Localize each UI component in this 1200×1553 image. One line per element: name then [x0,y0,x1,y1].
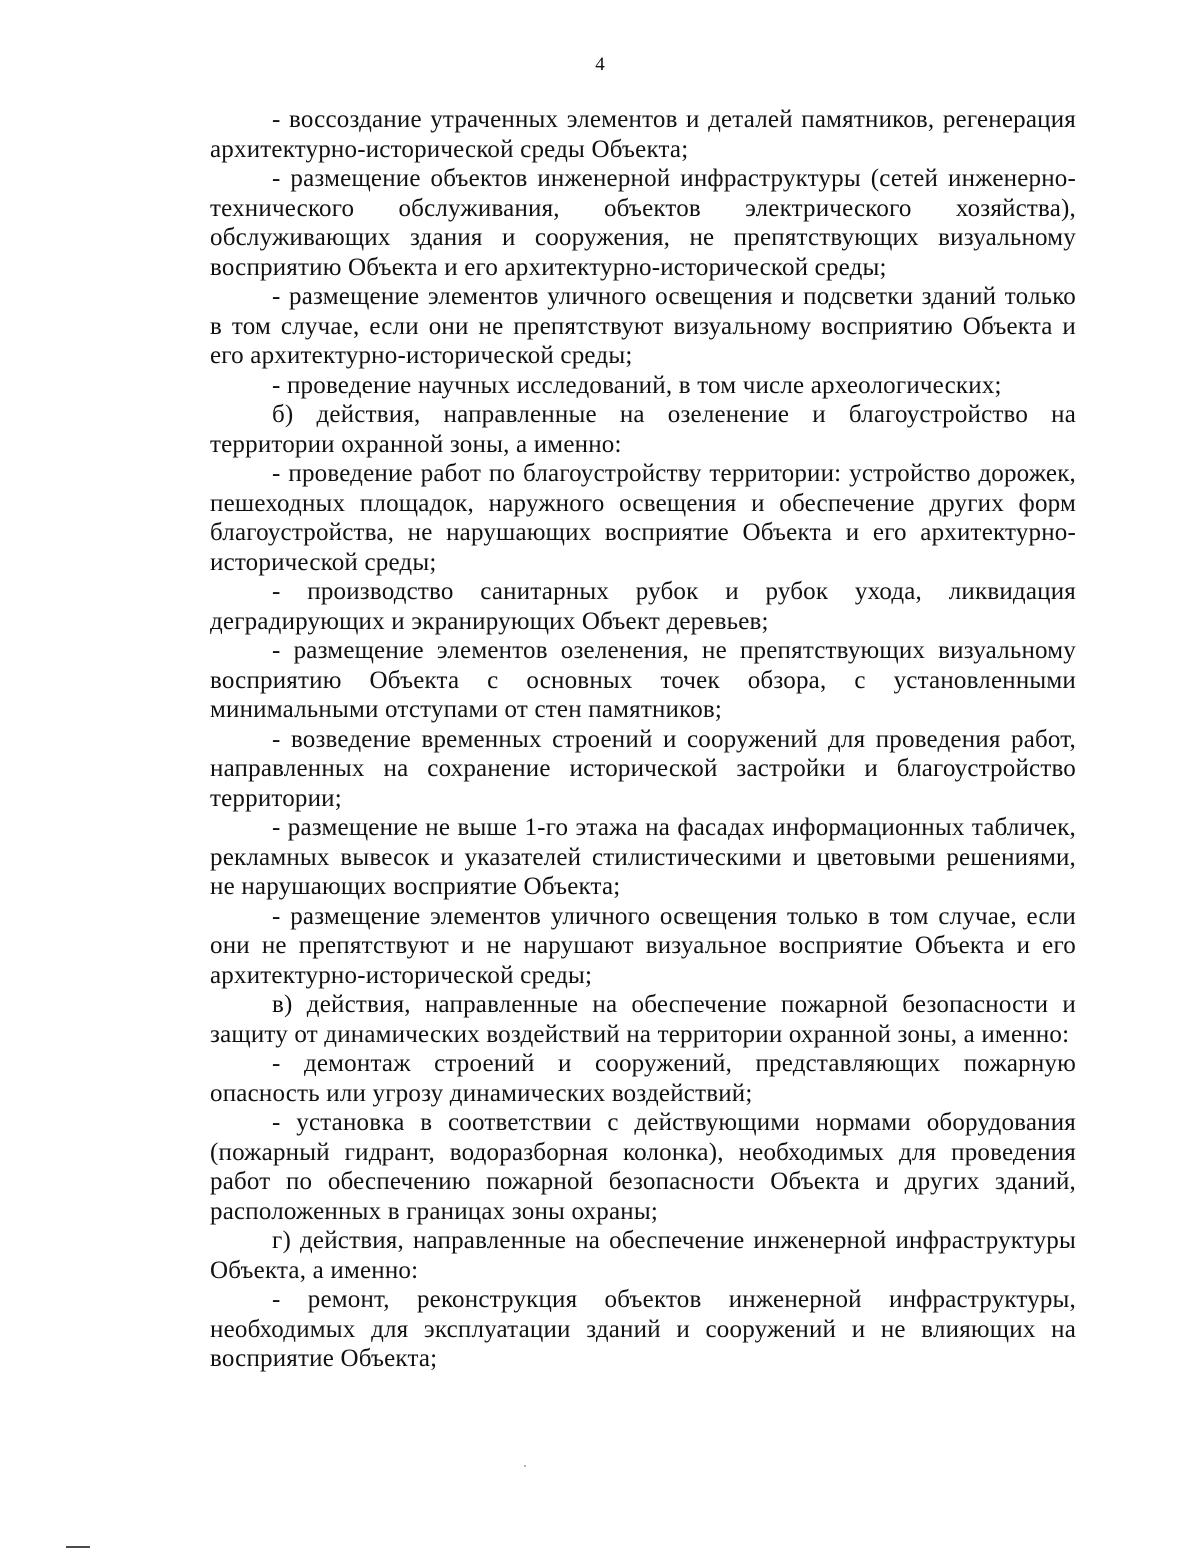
paragraph: - размещение объектов инженерной инфраструктуры (сетей инженерно-технического обслуживания, объектов электрического хозяйства), обслуживающих здания и сооружения, не препятствующих визуальному восприятию Объекта и его архитектурно-исторической среды; [210,165,1076,281]
document-body [210,105,1076,1374]
paragraph: - производство санитарных рубок и рубок ухода, ликвидация деградирующих и экранирующих Объект деревьев; [210,578,1076,635]
paragraph: в) действия, направленные на обеспечение пожарной безопасности и защиту от динамических воздействий на территории охранной зоны, а именно: [210,991,1076,1048]
scan-artifact-dot [524,1465,526,1467]
paragraph: - проведение работ по благоустройству территории: устройство дорожек, пешеходных площадок, наружного освещения и обеспечение других форм благоустройства, не нарушающих восприятие Объекта и его архитектурно-исторической среды; [210,460,1076,576]
paragraph: б) действия, направленные на озеленение и благоустройство на территории охранной зоны, а именно: [210,401,1076,458]
scan-artifact-mark [66,1546,90,1548]
paragraph: - размещение не выше 1-го этажа на фасадах информационных табличек, рекламных вывесок и указателей стилистическими и цветовыми решениями, не нарушающих восприятие Объекта; [210,814,1076,900]
paragraph: - проведение научных исследований, в том числе археологических; [272,371,1002,399]
paragraph: - ремонт, реконструкция объектов инженерной инфраструктуры, необходимых для эксплуатации зданий и сооружений и не влияющих на восприятие Объекта; [210,1286,1076,1372]
paragraph: - размещение элементов озеленения, не препятствующих визуальному восприятию Объекта с основных точек обзора, с установленными минимальными отступами от стен памятников; [210,637,1076,723]
paragraph: г) действия, направленные на обеспечение инженерной инфраструктуры Объекта, а именно: [210,1227,1076,1284]
paragraph: - возведение временных строений и сооружений для проведения работ, направленных на сохранение исторической застройки и благоустройство территории; [210,725,1076,812]
paragraph: - размещение элементов уличного освещения и подсветки зданий только в том случае, если они не препятствуют визуальному восприятию Объекта и его архитектурно-исторической среды; [210,283,1076,369]
paragraph: - размещение элементов уличного освещения только в том случае, если они не препятствуют и не нарушают визуальное восприятие Объекта и его архитектурно-исторической среды; [210,902,1076,989]
paragraph: - установка в соответствии с действующими нормами оборудования (пожарный гидрант, водоразборная колонка), необходимых для проведения работ по обеспечению пожарной безопасности Объекта и других зданий, расположенных в границах зоны охраны; [210,1109,1076,1225]
paragraph: - демонтаж строений и сооружений, представляющих пожарную опасность или угрозу динамических воздействий; [210,1050,1076,1107]
page-number: 4 [595,54,605,75]
paragraph: - воссоздание утраченных элементов и деталей памятников, регенерация архитектурно-исторической среды Объекта; [210,106,1076,163]
